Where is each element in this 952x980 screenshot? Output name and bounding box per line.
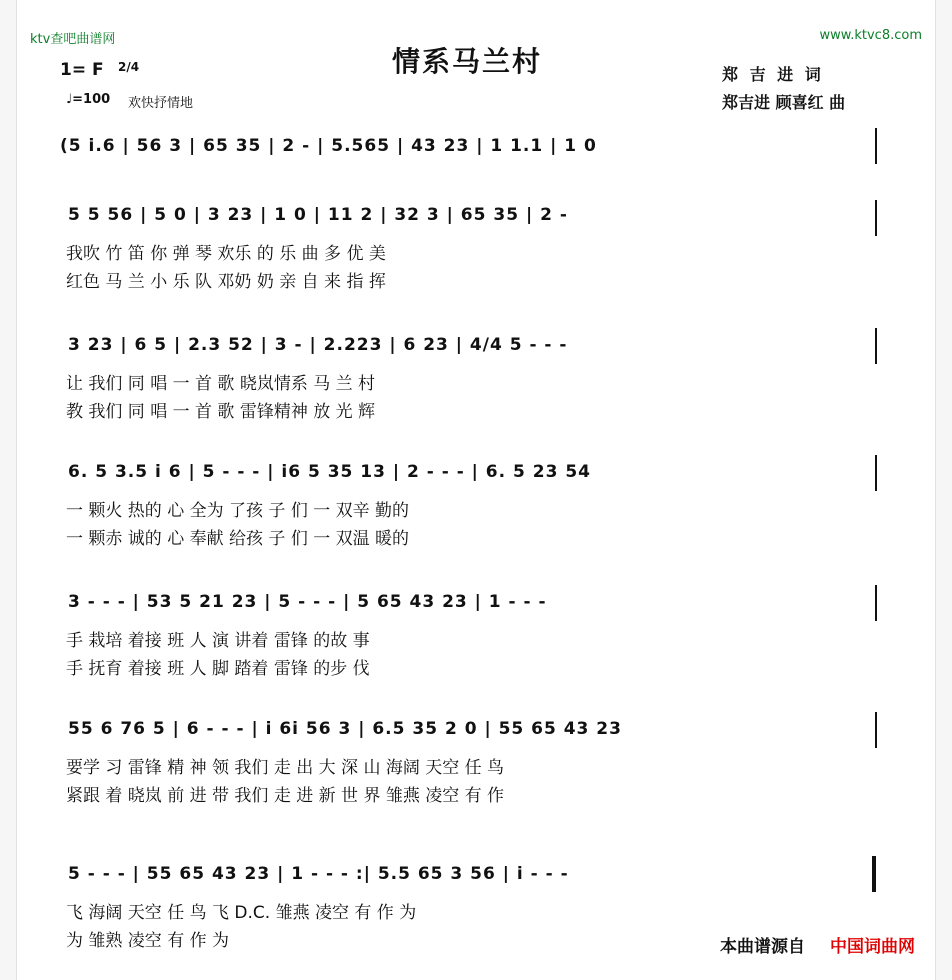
lyric-verse-2: 一 颗赤 诚的 心 奉献 给孩 子 们 一 双温 暖的	[66, 529, 410, 549]
tempo-mark: ♩=100	[66, 92, 111, 107]
notation-line: 3 - - - | 53 5 21 23 | 5 - - - | 5 65 43 23 | 1 - - -	[68, 592, 547, 612]
key-signature: 1= F	[60, 60, 104, 80]
footer-site-link[interactable]: 中国词曲网	[830, 937, 915, 957]
site-link-right[interactable]: www.ktvc8.com	[819, 28, 922, 43]
lyric-verse-2: 为 雏熟 凌空 有 作 为	[66, 931, 230, 951]
row-end-barline	[875, 328, 877, 364]
notation-line: 5 5 56 | 5 0 | 3 23 | 1 0 | 11 2 | 32 3 | 65 35 | 2 -	[68, 205, 568, 225]
row-end-barline	[875, 712, 877, 748]
lyric-verse-1: 要学 习 雷锋 精 神 领 我们 走 出 大 深 山 海阔 天空 任 鸟	[66, 758, 505, 778]
lyric-verse-1: 一 颗火 热的 心 全为 了孩 子 们 一 双辛 勤的	[66, 501, 410, 521]
row-end-barline	[875, 585, 877, 621]
lyric-verse-2: 教 我们 同 唱 一 首 歌 雷锋精神 放 光 辉	[66, 402, 376, 422]
lyric-verse-2: 紧跟 着 晓岚 前 进 带 我们 走 进 新 世 界 雏燕 凌空 有 作	[66, 786, 505, 806]
notation-line: 55 6 76 5 | 6 - - - | i 6i 56 3 | 6.5 35 2 0 | 55 65 43 23	[68, 719, 622, 739]
lyric-verse-2: 红色 马 兰 小 乐 队 邓奶 奶 亲 自 来 指 挥	[66, 272, 386, 292]
lyric-verse-1: 飞 海阔 天空 任 鸟 飞 D.C. 雏燕 凌空 有 作 为	[66, 903, 417, 923]
notation-line: 6. 5 3.5 i 6 | 5 - - - | i6 5 35 13 | 2 - - - | 6. 5 23 54	[68, 462, 591, 482]
right-margin-strip	[935, 0, 952, 980]
lyric-verse-2: 手 抚育 着接 班 人 脚 踏着 雷锋 的步 伐	[66, 659, 370, 679]
notation-line: 3 23 | 6 5 | 2.3 52 | 3 - | 2.223 | 6 23 | 4/4 5 - - -	[68, 335, 568, 355]
footer-source-text: 本曲谱源自	[720, 937, 805, 957]
song-title: 情系马兰村	[392, 45, 543, 78]
lyric-verse-1: 手 栽培 着接 班 人 演 讲着 雷锋 的故 事	[66, 631, 370, 651]
notation-line: 5 - - - | 55 65 43 23 | 1 - - - :| 5.5 65 3 56 | i - - -	[68, 864, 569, 884]
notation-line: (5 i.6 | 56 3 | 65 35 | 2 - | 5.565 | 43 23 | 1 1.1 | 1 0	[60, 136, 597, 156]
row-end-barline	[875, 200, 877, 236]
composer-credit: 郑吉进 顾喜红 曲	[722, 93, 846, 112]
sheet-music-page	[20, 0, 932, 980]
row-end-barline	[875, 455, 877, 491]
time-signature: 2/4	[118, 60, 140, 74]
site-link-left[interactable]: ktv查吧曲谱网	[30, 32, 116, 47]
row-end-barline	[875, 128, 877, 164]
lyric-verse-1: 让 我们 同 唱 一 首 歌 晓岚情系 马 兰 村	[66, 374, 376, 394]
left-margin-strip	[0, 0, 17, 980]
lyric-verse-1: 我吹 竹 笛 你 弹 琴 欢乐 的 乐 曲 多 优 美	[66, 244, 386, 264]
lyricist-credit: 郑 吉 进 词	[722, 65, 824, 84]
expression-mark: 欢快抒情地	[128, 96, 194, 111]
final-barline	[872, 856, 876, 892]
